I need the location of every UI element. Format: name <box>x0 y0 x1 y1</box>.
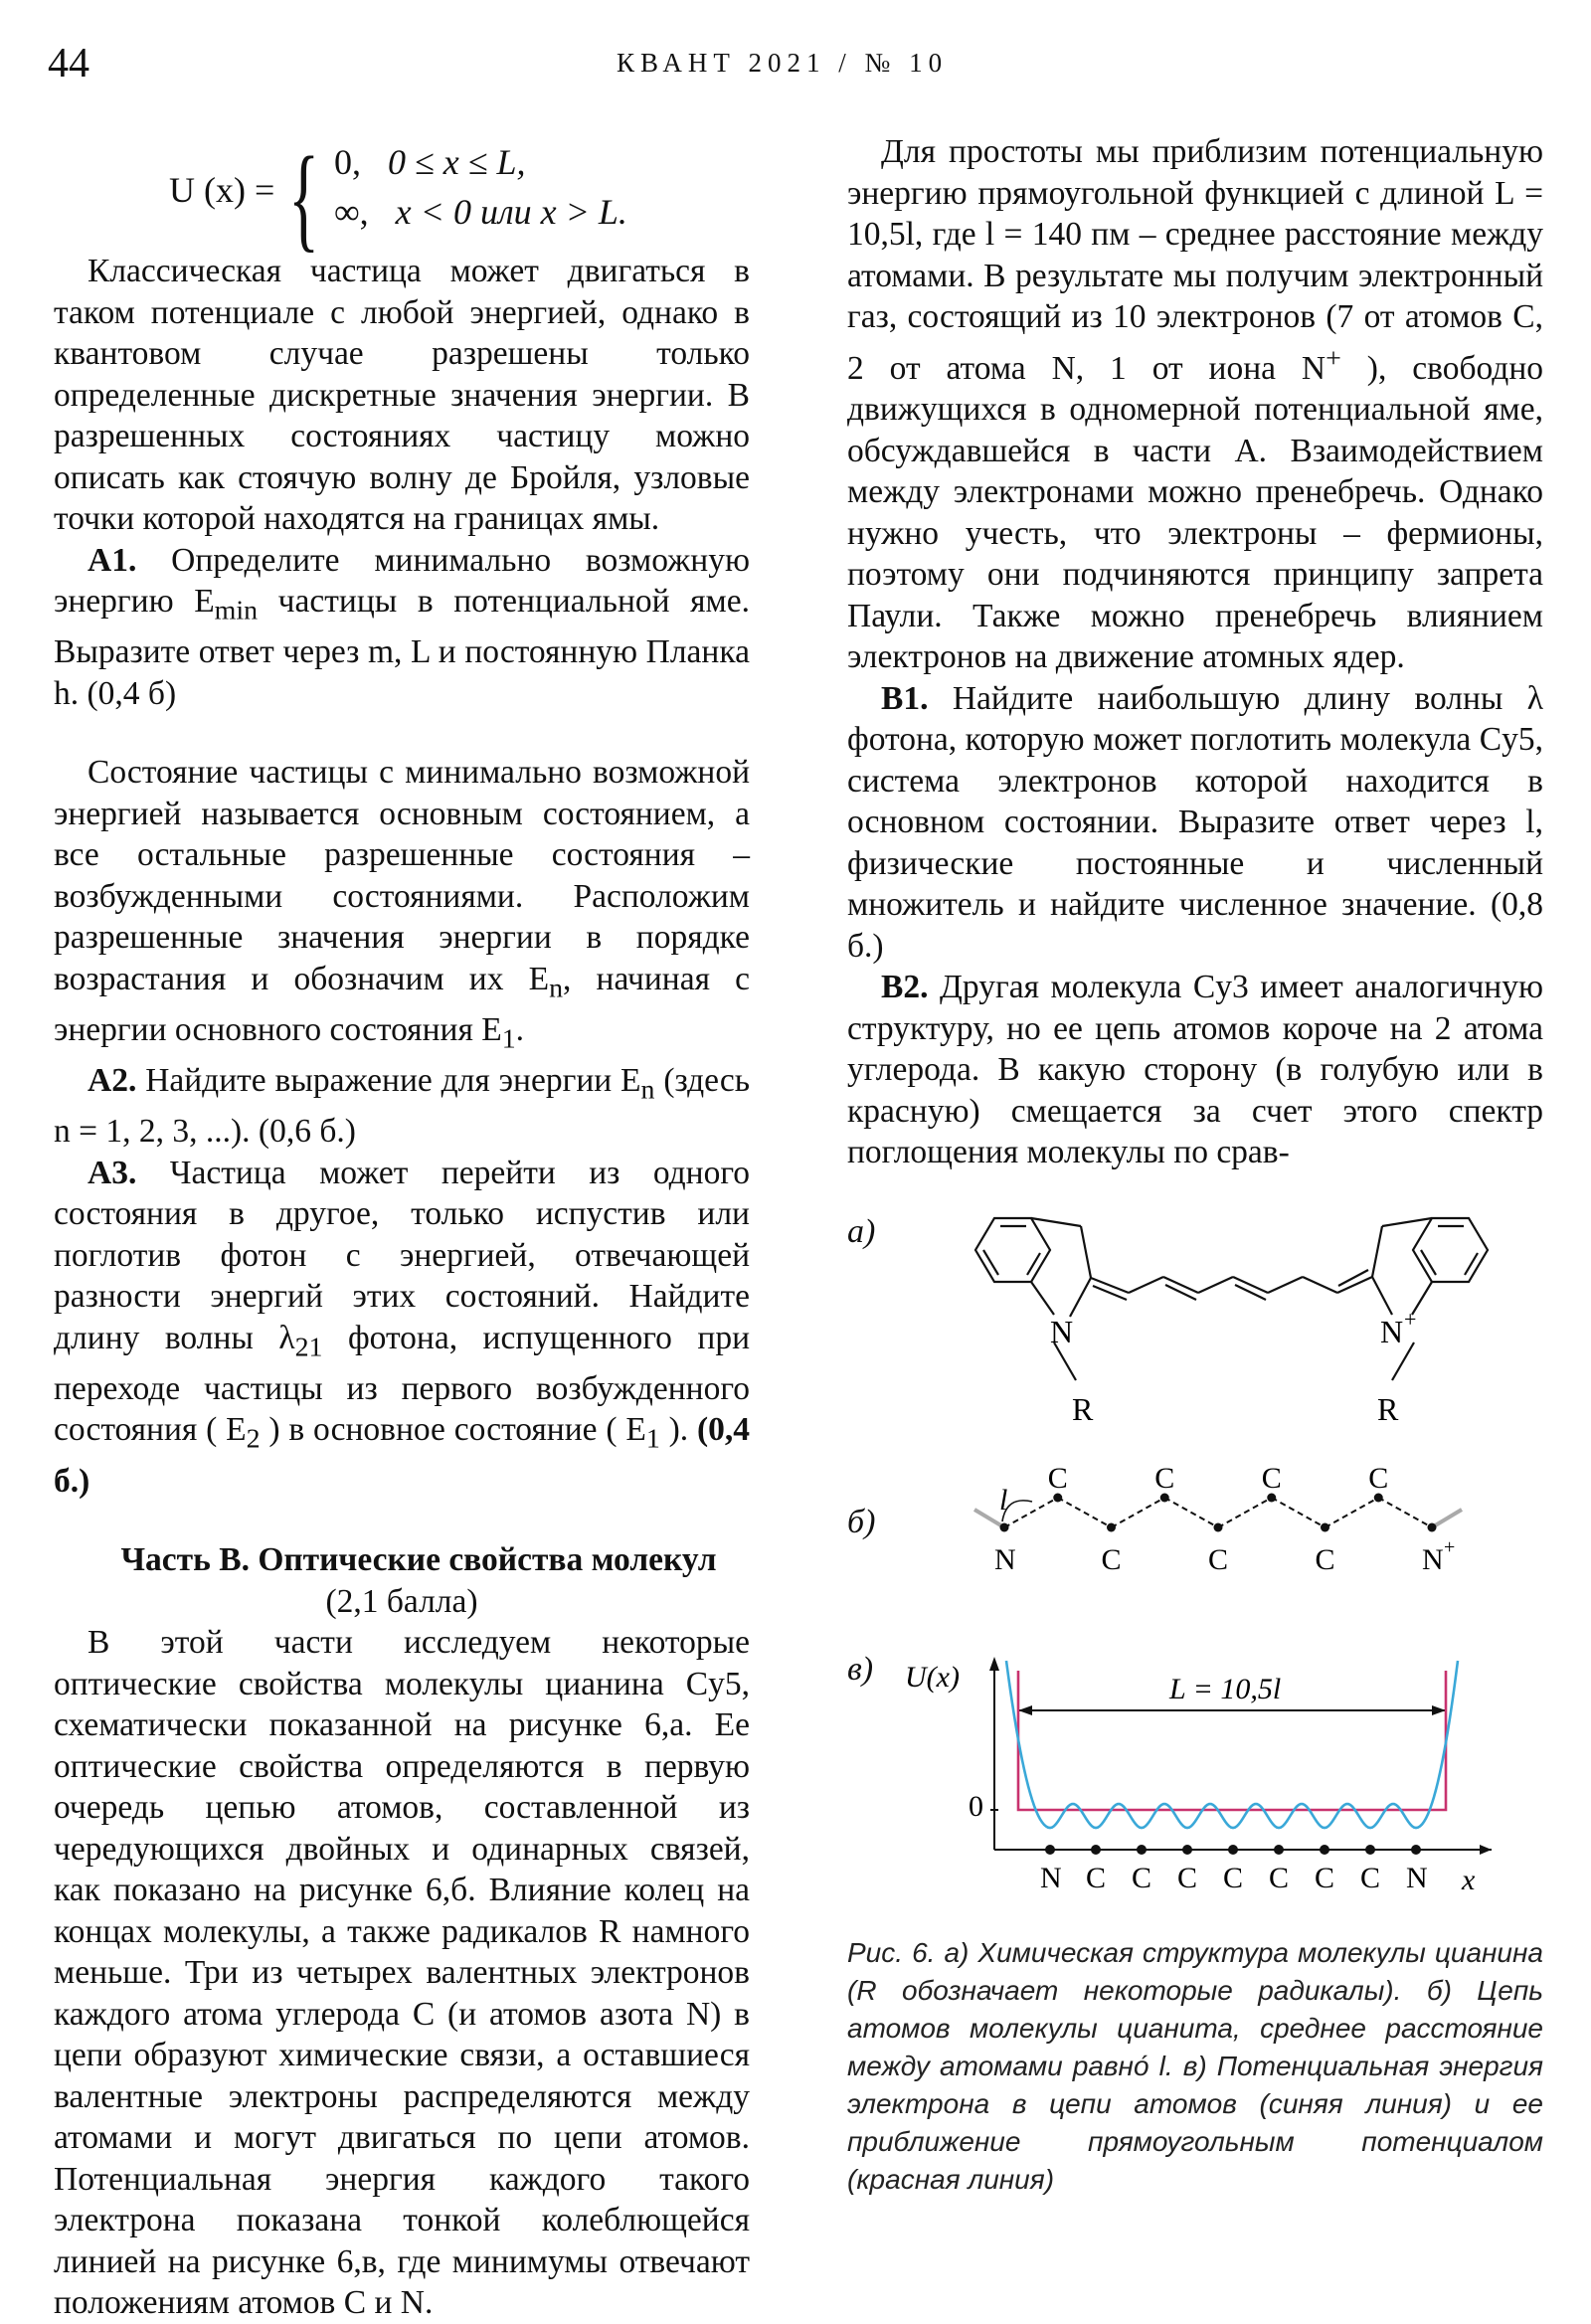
task-a2: А2. Найдите выражение для энергии $E_n$ (здесь n = 1, 2, 3, ...). (0,6 б.) <box>54 1062 750 1151</box>
plot-atom-label: C <box>1223 1862 1244 1894</box>
plot-atom-label: N <box>1406 1862 1428 1894</box>
chain-end-right <box>1432 1510 1462 1527</box>
atom-n-left: N <box>1050 1314 1074 1349</box>
plot-atom-dot <box>1091 1845 1101 1855</box>
chain-bond <box>1272 1498 1326 1527</box>
paragraph-classical: Классическая частица может двигаться в таком потенциале с любой энергией, однако в квантовом случае разрешены только определенные дискретные значения энергии. В разрешенных состояниях частицу можно описать как стоячую волну де Бройля, узловые точки которой находятся на границах ямы. <box>54 253 750 537</box>
chain-bond <box>1378 1498 1432 1527</box>
y-axis-label: U(x) <box>905 1661 960 1694</box>
plot-atom-label: C <box>1086 1862 1107 1894</box>
figure-label-c: в) <box>847 1651 874 1688</box>
plot-atom-dot <box>1320 1845 1329 1855</box>
journal-title: КВАНТ 2021 / № 10 <box>617 48 949 78</box>
chain-atom-dot <box>1321 1523 1329 1532</box>
chain-atom-dot <box>1214 1523 1223 1532</box>
chain-atom-dot <box>1428 1523 1437 1532</box>
plot-atom-label: C <box>1360 1862 1381 1894</box>
chain-top-atom-label: C <box>1261 1462 1282 1495</box>
chain-bottom-atom-label: C <box>1208 1543 1229 1576</box>
right-column <box>847 131 1543 1173</box>
chain-bond <box>1112 1498 1165 1527</box>
formula-case-2: ∞, x < 0 или x > L. <box>334 192 627 232</box>
figure-label-a: а) <box>847 1213 876 1250</box>
x-axis-arrow <box>1480 1845 1492 1855</box>
chain-bond <box>1218 1498 1272 1527</box>
molecule-structure-diagram <box>955 1193 1511 1462</box>
atom-chain-diagram <box>955 1462 1511 1611</box>
atom-n-right: N <box>1380 1314 1404 1349</box>
chain-top-atom-label: C <box>1368 1462 1389 1495</box>
chain-bottom-atom-label: N <box>994 1543 1016 1576</box>
plot-atom-dot <box>1137 1845 1147 1855</box>
plot-atom-dot <box>1411 1845 1421 1855</box>
radical-r-right: R <box>1377 1391 1399 1427</box>
chain-bottom-atom-label: C <box>1315 1543 1335 1576</box>
potential-plot <box>905 1651 1511 1896</box>
zero-label: 0 <box>969 1790 983 1823</box>
chain-bottom-atom-label: C <box>1101 1543 1122 1576</box>
section-points: (2,1 балла) <box>325 1582 478 1620</box>
y-axis-arrow <box>989 1657 999 1671</box>
plot-atom-dot <box>1182 1845 1192 1855</box>
plot-atom-label: C <box>1269 1862 1290 1894</box>
task-b2: В2. Другая молекула Cy3 имеет аналогичную структуру, но ее цепь атомов короче на 2 атома углерода. В какую сторону (в голубую или в красную) смещается за счет этого спектр поглощения молекулы по срав- <box>847 969 1543 1171</box>
chain-bond <box>1164 1498 1218 1527</box>
chain-bond <box>1058 1498 1112 1527</box>
x-axis-label: x <box>1462 1864 1476 1896</box>
plot-atom-dot <box>1274 1845 1284 1855</box>
paragraph-cyanine: В этой части исследуем некоторые оптические свойства молекулы цианина Cy5, схематически показанной на рисунке 6,а. Ее оптические свойства определяются в первую очередь цепью атомов, составленной из чередующихся двойных и одинарных связей, как показано на рисунке 6,б. Влияние колец на концах молекулы, а также радикалов R намного меньше. Три из четырех валентных электронов каждого атома углерода С (и атомов азота N) в цепи образуют химические связи, а оставшиеся валентные электроны распределяются между атомами и могут двигаться по цепи атомов. Потенциальная энергия каждого такого электрона показана тонкой колеблющейся линией на рисунке 6,в, где минимумы отвечают положениям атомов С и N. <box>54 1624 750 2322</box>
plot-atom-label: C <box>1132 1862 1152 1894</box>
plot-atom-label: C <box>1315 1862 1335 1894</box>
task-a3: А3. Частица может перейти из одного состояния в другое, только испустив или поглотив фотон с энергией, отвечающей разности энергий этих состояний. Найдите длину волны $\lambda_{21}$ фотона, испущенного при переходе частицы из первого возбужденного состояния ( $E_2$ ) в основное состояние ( $E_1$ ). (0,4 б.) <box>54 1154 751 1500</box>
page-number: 44 <box>48 41 89 87</box>
formula-lhs: U (x) = <box>169 170 275 210</box>
chain-atom-dot <box>1107 1523 1116 1532</box>
task-a1: А1. Определите минимально возможную энергию $E_{min}$ частицы в потенциальной яме. Выразите ответ через m, L и постоянную Планка h. (0,4 б) <box>54 541 750 712</box>
plot-atom-dot <box>1228 1845 1238 1855</box>
chain-top-atom-label: C <box>1047 1462 1068 1495</box>
chain-atom-dot <box>1000 1523 1009 1532</box>
section-title: Часть В. Оптические свойства молекул <box>120 1541 717 1579</box>
plot-atom-dot <box>1365 1845 1375 1855</box>
figure-label-b: б) <box>847 1504 876 1540</box>
chain-bond <box>1326 1498 1379 1527</box>
plot-atom-label: N <box>1040 1862 1062 1894</box>
left-column <box>54 251 750 2324</box>
length-label: L = 10,5l <box>1169 1673 1282 1705</box>
length-arrow-left-head <box>1018 1705 1032 1715</box>
molecule-bonds <box>975 1218 1488 1380</box>
chain-top-atom-label: C <box>1154 1462 1175 1495</box>
task-b1: В1. Найдите наибольшую длину волны λ фотона, которую может поглотить молекула Cy5, система электронов которой находится в основном состоянии. Выразите ответ через l, физические постоянные и численный множитель и найдите численное значение. (0,8 б.) <box>847 679 1543 965</box>
formula-brace: { <box>288 132 320 263</box>
chain-bottom-atom-label: N <box>1422 1543 1444 1576</box>
bond-length-label: l <box>999 1484 1008 1517</box>
atom-n-right-charge: + <box>1404 1307 1417 1332</box>
formula-case-1: 0, 0 ≤ x ≤ L, <box>334 142 526 182</box>
radical-r-left: R <box>1072 1391 1094 1427</box>
figure-caption: Рис. 6. а) Химическая структура молекулы цианина (R обозначает некоторые радикалы). б) Цепь атомов молекулы цианита, среднее расстояние между атомами равно́ l. в) Потенциальная энергия электрона в цепи атомов (синяя линия) и ее приближение прямоугольным потенциалом (красная линия) <box>847 1937 1543 2195</box>
paragraph-approximation: Для простоты мы приблизим потенциальную энергию прямоугольной функцией с длиной L = 10,5l, где l = 140 пм – среднее расстояние между атомами. В результате мы получим электронный газ, состоящий из 10 электронов (7 от атомов С, 2 от атома N, 1 от иона N+ ), свободно движущихся в одномерной потенциальной яме, обсуждавшейся в части А. Взаимодействием между электронами можно пренебречь. Однако нужно учесть, что электроны – фермионы, поэтому они подчиняются принципу запрета Паули. Также можно пренебречь влиянием электронов на движение атомных ядер. <box>847 133 1543 676</box>
paragraph-states: Состояние частицы с минимально возможной энергией называется основным состоянием, а все остальные разрешенные состояния – возбужденными состояниями. Расположим разрешенные значения энергии в порядке возрастания и обозначим их $E_n$, начиная с энергии основного состояния $E_1$. <box>54 754 750 1055</box>
plot-atom-label: C <box>1177 1862 1198 1894</box>
plot-atom-dot <box>1045 1845 1055 1855</box>
chain-n-plus-charge: + <box>1444 1536 1456 1558</box>
length-arrow-right-head <box>1432 1705 1446 1715</box>
